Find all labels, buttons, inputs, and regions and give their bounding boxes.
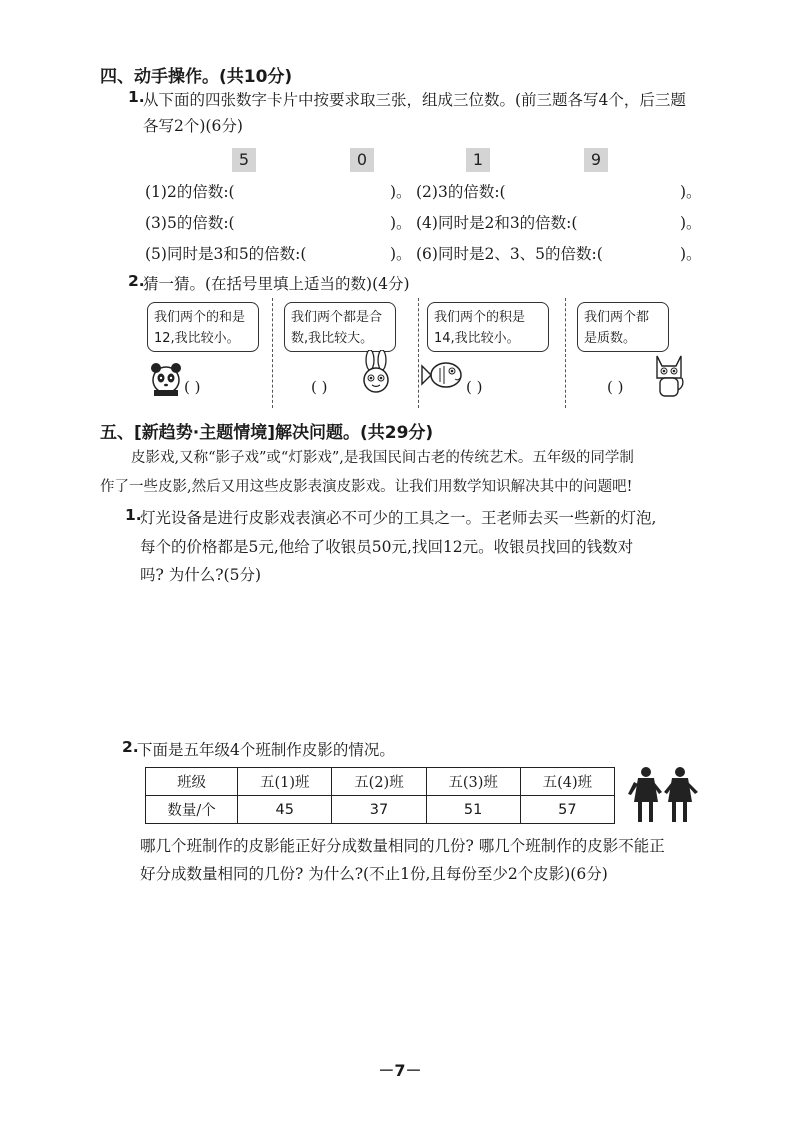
q1-line2: 各写2个)(6分) bbox=[143, 117, 243, 135]
s5-q2-line2: 好分成数量相同的几份? 为什么?(不止1份,且每份至少2个皮影)(6分) bbox=[140, 865, 608, 883]
bubble-line: 我们两个都 bbox=[584, 310, 650, 325]
table-header-cell: 五(2)班 bbox=[332, 768, 426, 796]
q2-text: 猜一猜。(在括号里填上适当的数)(4分) bbox=[143, 275, 410, 293]
intro-line2: 作了一些皮影,然后又用这些皮影表演皮影戏。让我们用数学知识解决其中的问题吧! bbox=[100, 479, 633, 495]
speech-bubble-rabbit bbox=[284, 302, 396, 352]
answer-paren-3[interactable]: ( ) bbox=[466, 378, 483, 396]
item-5-close: )。 bbox=[390, 245, 412, 263]
answer-paren-1[interactable]: ( ) bbox=[184, 378, 201, 396]
section-5-title: 五、[新趋势·主题情境]解决问题。(共29分) bbox=[100, 423, 434, 443]
section-4-title: 四、动手操作。(共10分) bbox=[100, 67, 293, 87]
item-3-label: (3)5的倍数:( bbox=[145, 214, 235, 232]
class-table bbox=[145, 767, 615, 824]
s5-q1-number: 1. bbox=[125, 506, 142, 524]
number-card-9: 9 bbox=[584, 148, 608, 172]
s5-q1-line3: 吗? 为什么?(5分) bbox=[140, 566, 262, 584]
item-2-label: (2)3的倍数:( bbox=[416, 183, 506, 201]
bubble-line: 12,我比较小。 bbox=[154, 331, 240, 346]
intro-line1: 皮影戏,又称“影子戏”或“灯影戏”,是我国民间古老的传统艺术。五年级的同学制 bbox=[131, 450, 634, 466]
bubble-line: 14,我比较小。 bbox=[434, 331, 520, 346]
table-header-cell: 班级 bbox=[146, 768, 238, 796]
table-header-cell: 五(1)班 bbox=[238, 768, 332, 796]
s5-q1-line1: 灯光设备是进行皮影戏表演必不可少的工具之一。王老师去买一些新的灯泡, bbox=[140, 509, 657, 527]
answer-paren-2[interactable]: ( ) bbox=[311, 378, 328, 396]
s5-q2-line1: 哪几个班制作的皮影能正好分成数量相同的几份? 哪几个班制作的皮影不能正 bbox=[140, 837, 665, 855]
bubble-line: 我们两个都是合 bbox=[291, 310, 383, 325]
item-4-label: (4)同时是2和3的倍数:( bbox=[416, 214, 578, 232]
speech-bubble-fish bbox=[427, 302, 549, 352]
s5-q2-number: 2. bbox=[122, 738, 139, 756]
bubble-line: 是质数。 bbox=[584, 331, 637, 346]
number-card-5: 5 bbox=[232, 148, 256, 172]
q1-line1: 从下面的四张数字卡片中按要求取三张，组成三位数。(前三题各写4个，后三题 bbox=[143, 91, 686, 109]
dashed-divider bbox=[565, 298, 566, 408]
table-row bbox=[146, 796, 615, 824]
bubble-line: 数,我比较大。 bbox=[291, 331, 374, 346]
number-card-1: 1 bbox=[466, 148, 490, 172]
item-6-close: )。 bbox=[680, 245, 702, 263]
fish-icon bbox=[420, 358, 464, 392]
q2-number: 2. bbox=[128, 272, 145, 290]
q1-number: 1. bbox=[128, 88, 145, 106]
rabbit-icon bbox=[360, 350, 392, 396]
item-6-label: (6)同时是2、3、5的倍数:( bbox=[416, 245, 603, 263]
answer-paren-4[interactable]: ( ) bbox=[607, 378, 624, 396]
shadow-puppet-icon bbox=[628, 764, 700, 824]
dashed-divider bbox=[418, 298, 419, 408]
number-card-0: 0 bbox=[350, 148, 374, 172]
page-number: －7－ bbox=[378, 1061, 422, 1080]
table-header-cell: 五(4)班 bbox=[520, 768, 614, 796]
cat-icon bbox=[652, 350, 686, 400]
item-3-close: )。 bbox=[390, 214, 412, 232]
item-4-close: )。 bbox=[680, 214, 702, 232]
item-1-close: )。 bbox=[390, 183, 412, 201]
item-2-close: )。 bbox=[680, 183, 702, 201]
s5-q2-text: 下面是五年级4个班制作皮影的情况。 bbox=[137, 741, 395, 759]
item-5-label: (5)同时是3和5的倍数:( bbox=[145, 245, 307, 263]
table-cell: 51 bbox=[426, 796, 520, 824]
bubble-line: 我们两个的和是 bbox=[154, 310, 246, 325]
table-cell: 数量/个 bbox=[146, 796, 238, 824]
dashed-divider bbox=[272, 298, 273, 408]
speech-bubble-cat bbox=[577, 302, 669, 352]
s5-q1-line2: 每个的价格都是5元,他给了收银员50元,找回12元。收银员找回的钱数对 bbox=[140, 538, 634, 556]
item-1-label: (1)2的倍数:( bbox=[145, 183, 235, 201]
table-cell: 45 bbox=[238, 796, 332, 824]
table-header-cell: 五(3)班 bbox=[426, 768, 520, 796]
speech-bubble-panda bbox=[147, 302, 259, 352]
table-cell: 57 bbox=[520, 796, 614, 824]
panda-icon bbox=[148, 356, 184, 396]
table-cell: 37 bbox=[332, 796, 426, 824]
table-header-row bbox=[146, 768, 615, 796]
bubble-line: 我们两个的积是 bbox=[434, 310, 526, 325]
